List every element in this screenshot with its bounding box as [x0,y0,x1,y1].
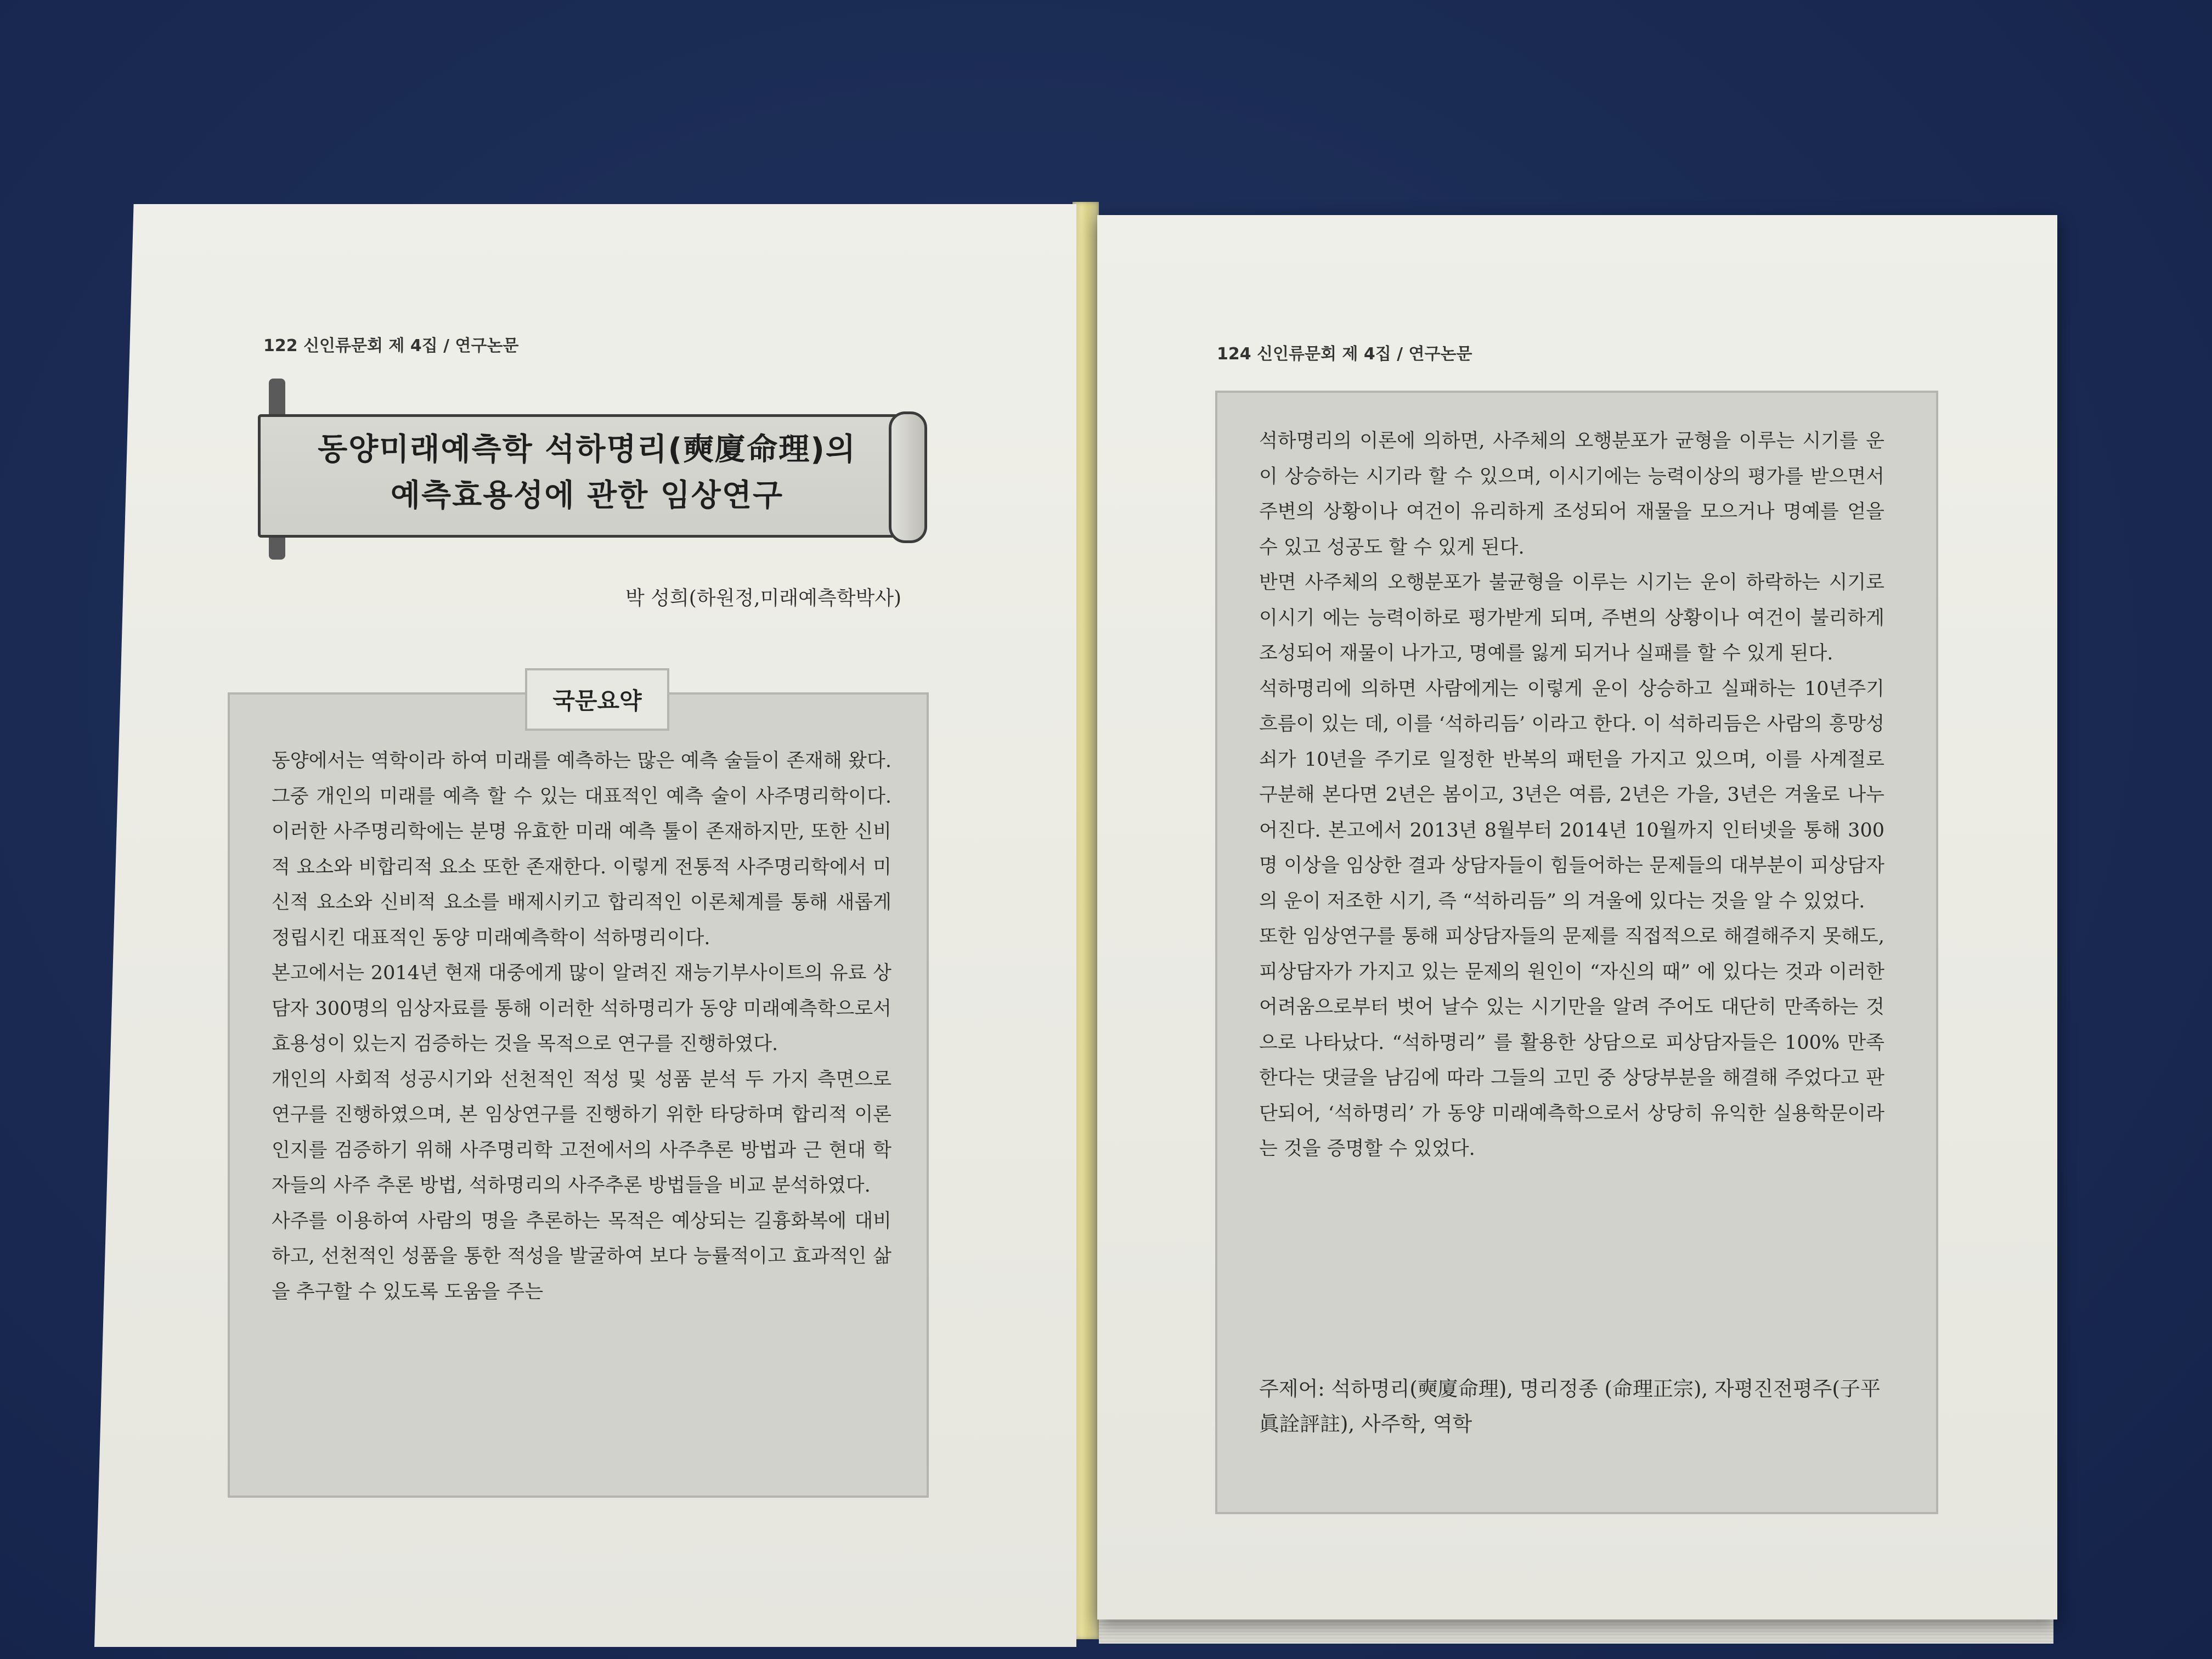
abstract-paragraph: 또한 임상연구를 통해 피상담자들의 문제를 직접적으로 해결해주지 못해도, 피상담자가 가지고 있는 문제의 원인이 “자신의 때” 에 있다는 것과 이러한 어려움으로부터 벗어 날수 있는 시기만을 알려 주어도 대단히 만족하는 것으로 나타났다. “석하명리” 를 활용한 상담으로 피상담자들은 100% 만족한다는 댓글을 남김에 따라 그들의 고민 중 상당부분을 해결해 주었다고 판단되어, ‘석하명리’ 가 동양 미래예측학으로서 상당히 유익한 실용학문이라는 것을 증명할 수 있었다. [1259,926,1884,1160]
abstract-label: 국문요약 [525,668,669,731]
abstract-paragraph: 개인의 사회적 성공시기와 선천적인 적성 및 성품 분석 두 가지 측면으로 연구를 진행하였으며, 본 임상연구를 진행하기 위한 타당하며 합리적 이론인지를 검증하기 위해 사주명리학 고전에서의 사주추론 방법과 근 현대 학자들의 사주 추론 방법, 석하명리의 사주추론 방법들을 비교 분석하였다. [272,1068,891,1197]
article-title-line1: 동양미래예측학 석하명리(奭廈命理)의 [318,432,856,467]
abstract-paragraph: 동양에서는 역학이라 하여 미래를 예측하는 많은 예측 술들이 존재해 왔다. 그중 개인의 미래를 예측 할 수 있는 대표적인 예측 술이 사주명리학이다. 이러한 사주명리학에는 분명 유효한 미래 예측 툴이 존재하지만, 또한 신비적 요소와 비합리적 요소 또한 존재한다. 이렇게 전통적 사주명리학에서 미신적 요소와 신비적 요소를 배제시키고 합리적인 이론체계를 통해 새롭게 정립시킨 대표적인 동양 미래예측학이 석하명리이다. [272,750,891,949]
scroll-roll-right [889,411,927,543]
left-running-head: 122 신인류문회 제 4집 / 연구논문 [263,336,519,356]
abstract-paragraph: 사주를 이용하여 사람의 명을 추론하는 목적은 예상되는 길흉화복에 대비하고, 선천적인 성품을 통한 적성을 발굴하여 보다 능률적이고 효과적인 삶을 추구할 수 있도록 도움을 주는 [272,1210,891,1303]
right-running-head: 124 신인류문회 제 4집 / 연구논문 [1217,345,1472,364]
title-scroll-banner [258,406,927,543]
abstract-text [272,743,891,1310]
abstract-continued-text [1259,424,1884,1167]
page-edges [1099,1618,2053,1644]
article-title [291,427,883,519]
article-title-line2: 예측효용성에 관한 임상연구 [390,478,784,514]
abstract-paragraph: 석하명리의 이론에 의하면, 사주체의 오행분포가 균형을 이루는 시기를 운이 상승하는 시기라 할 수 있으며, 이시기에는 능력이상의 평가를 받으면서 주변의 상황이나 여건이 유리하게 조성되어 재물을 모으거나 명예를 얻을 수 있고 성공도 할 수 있게 된다. [1259,430,1884,558]
abstract-paragraph: 반면 사주체의 오행분포가 불균형을 이루는 시기는 운이 하락하는 시기로 이시기 에는 능력이하로 평가받게 되며, 주변의 상황이나 여건이 불리하게 조성되어 재물이 나가고, 명예를 잃게 되거나 실패를 할 수 있게 된다. [1259,572,1884,664]
author-byline: 박 성희(하원정,미래예측학박사) [625,587,902,610]
abstract-paragraph: 본고에서는 2014년 현재 대중에게 많이 알려진 재능기부사이트의 유료 상담자 300명의 임상자료를 통해 이러한 석하명리가 동양 미래예측학으로서 효용성이 있는지 검증하는 것을 목적으로 연구를 진행하였다. [272,962,891,1055]
abstract-paragraph: 석하명리에 의하면 사람에게는 이렇게 운이 상승하고 실패하는 10년주기 흐름이 있는 데, 이를 ‘석하리듬’ 이라고 한다. 이 석하리듬은 사람의 흥망성쇠가 10년을 주기로 일정한 반복의 패턴을 가지고 있으며, 이를 사계절로 구분해 본다면 2년은 봄이고, 3년은 여름, 2년은 가을, 3년은 겨울로 나누어진다. 본고에서 2013년 8월부터 2014년 10월까지 인터넷을 통해 300명 이상을 임상한 결과 상담자들이 힘들어하는 문제들의 대부분이 피상담자의 운이 저조한 시기, 즉 “석하리듬” 의 겨울에 있다는 것을 알 수 있었다. [1259,678,1884,912]
book-spine [1073,202,1099,1639]
keywords-line: 주제어: 석하명리(奭廈命理), 명리정종 (命理正宗), 자평진전평주(子平眞詮評註), 사주학, 역학 [1259,1377,1881,1436]
